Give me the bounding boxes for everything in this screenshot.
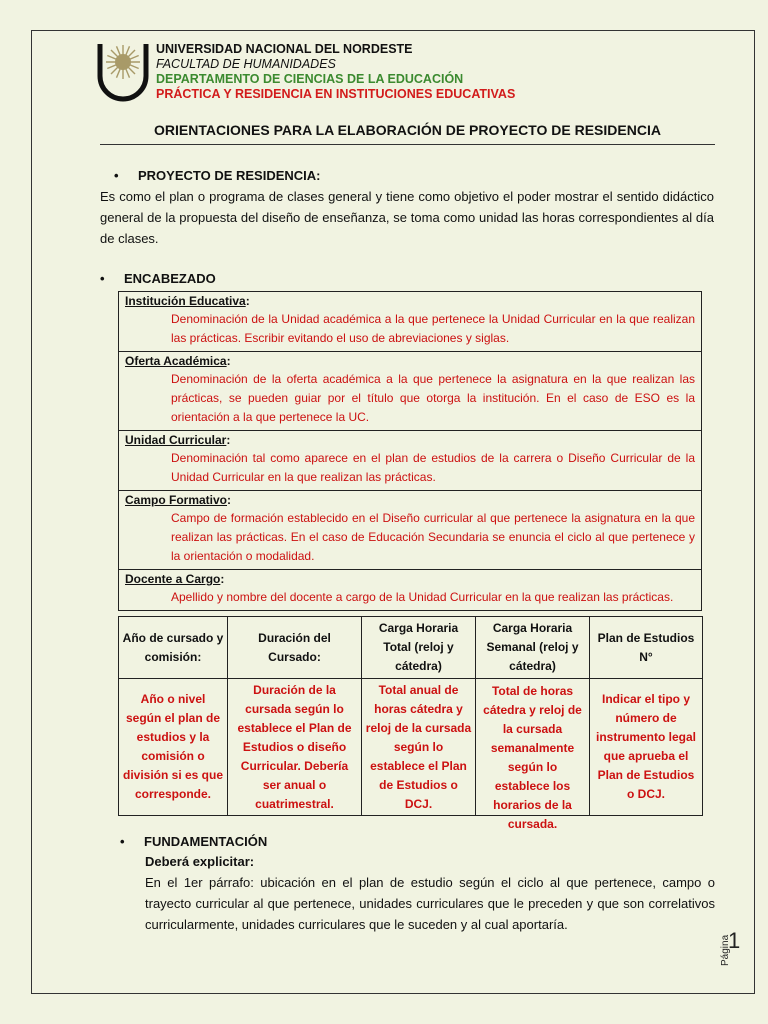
field-description: Apellido y nombre del docente a cargo de la Unidad Curricular en la que realizan las prácticas. — [171, 590, 674, 604]
document-title: ORIENTACIONES PARA LA ELABORACIÓN DE PROYECTO DE RESIDENCIA — [100, 122, 715, 145]
practice-name: PRÁCTICA Y RESIDENCIA EN INSTITUCIONES EDUCATIVAS — [156, 87, 516, 101]
university-name: UNIVERSIDAD NACIONAL DEL NORDESTE — [156, 42, 413, 56]
field-description: Denominación de la Unidad académica a la que pertenece la Unidad Curricular en la que realizan las prácticas. Escribir evitando el uso de abreviaciones y siglas. — [171, 312, 695, 345]
field-description: Denominación de la oferta académica a la que pertenece la asignatura en la que realizan las prácticas, se pueden guiar por el título que otorga la institución. En el caso de ESO es la orientación a la que pertenece la UC. — [171, 372, 695, 424]
column-header: Plan de Estudios N° — [590, 617, 703, 679]
column-header: Año de cursado y comisión: — [119, 617, 228, 679]
section-fundamentacion-text: En el 1er párrafo: ubicación en el plan de estudio según el ciclo al que pertenece, campo o trayecto curricular al que pertenece, unidades curriculares que le preceden y que son correlativos curricularmente, unidades curriculares que le suceden y al cual aportaría. — [145, 875, 715, 932]
field-label: Docente a Cargo — [125, 572, 221, 586]
university-logo — [96, 42, 150, 104]
table-cell: Total anual de horas cátedra y reloj de la cursada según lo establece el Plan de Estudios o DCJ. — [362, 679, 476, 816]
department-name: DEPARTAMENTO DE CIENCIAS DE LA EDUCACIÓN — [156, 72, 464, 86]
table-row: Docente a Cargo: Apellido y nombre del docente a cargo de la Unidad Curricular en la que realizan las prácticas. — [119, 570, 702, 611]
table-cell: Duración de la cursada según lo establece el Plan de Estudios o diseño Curricular. Debería ser anual o cuatrimestral. — [228, 679, 362, 816]
section-fundamentacion-subheading: Deberá explicitar: — [145, 854, 255, 869]
section-proyecto-text: Es como el plan o programa de clases general y tiene como objetivo el poder mostrar el sentido didáctico general de la propuesta del diseño de enseñanza, se toma como unidad las horas correspondientes al día de clases. — [100, 189, 714, 246]
field-description: Campo de formación establecido en el Diseño curricular al que pertenece la asignatura en la que realizan las prácticas. En el caso de Educación Secundaria se enuncia el ciclo al que pertenece y la orientación o modalidad. — [171, 511, 695, 563]
field-description: Denominación tal como aparece en el plan de estudios de la carrera o Diseño Curricular de la Unidad Curricular en la que realizan las prácticas. — [171, 451, 695, 484]
table-cell: Indicar el tipo y número de instrumento legal que aprueba el Plan de Estudios o DCJ. — [590, 679, 703, 816]
page-number — [720, 928, 750, 978]
page-label: Página — [720, 934, 731, 966]
institution-header — [156, 42, 515, 102]
column-header: Duración del Cursado: — [228, 617, 362, 679]
table-row: Oferta Académica: Denominación de la oferta académica a la que pertenece la asignatura en la que realizan las prácticas, se pueden guiar por el título que otorga la institución. En el caso de ESO es la orientación a la que pertenece la UC. — [119, 352, 702, 431]
section-proyecto-heading: • PROYECTO DE RESIDENCIA: — [114, 168, 321, 183]
bullet: • — [100, 271, 105, 286]
section-fundamentacion-heading: • FUNDAMENTACIÓN — [120, 834, 268, 849]
table-cell: Total de horas cátedra y reloj de la cursada semanalmente según lo establece los horarios de la cursada. — [476, 679, 590, 816]
cursado-table — [118, 616, 703, 831]
field-label: Unidad Curricular — [125, 433, 227, 447]
table-row — [119, 679, 703, 816]
table-header-row — [119, 617, 703, 679]
column-header: Carga Horaria Semanal (reloj y cátedra) — [476, 617, 590, 679]
table-row: Institución Educativa: Denominación de la Unidad académica a la que pertenece la Unidad Curricular en la que realizan las prácticas. Escribir evitando el uso de abreviaciones y siglas. — [119, 292, 702, 352]
table-row: Campo Formativo: Campo de formación establecido en el Diseño curricular al que pertenece la asignatura en la que realizan las prácticas. En el caso de Educación Secundaria se enuncia el ciclo al que pertenece y la orientación o modalidad. — [119, 491, 702, 570]
faculty-name: FACULTAD DE HUMANIDADES — [156, 57, 336, 71]
bullet: • — [114, 168, 119, 183]
table-row: Unidad Curricular: Denominación tal como aparece en el plan de estudios de la carrera o Diseño Curricular de la Unidad Curricular en la que realizan las prácticas. — [119, 431, 702, 491]
column-header: Carga Horaria Total (reloj y cátedra) — [362, 617, 476, 679]
table-cell: Año o nivel según el plan de estudios y la comisión o división si es que corresponde. — [119, 679, 228, 816]
field-label: Institución Educativa — [125, 294, 246, 308]
bullet: • — [120, 834, 125, 849]
page-number-value: 1 — [728, 928, 741, 953]
encabezado-table — [118, 291, 702, 611]
field-label: Campo Formativo — [125, 493, 228, 507]
field-label: Oferta Académica — [125, 354, 227, 368]
section-encabezado-heading: • ENCABEZADO — [100, 271, 216, 286]
